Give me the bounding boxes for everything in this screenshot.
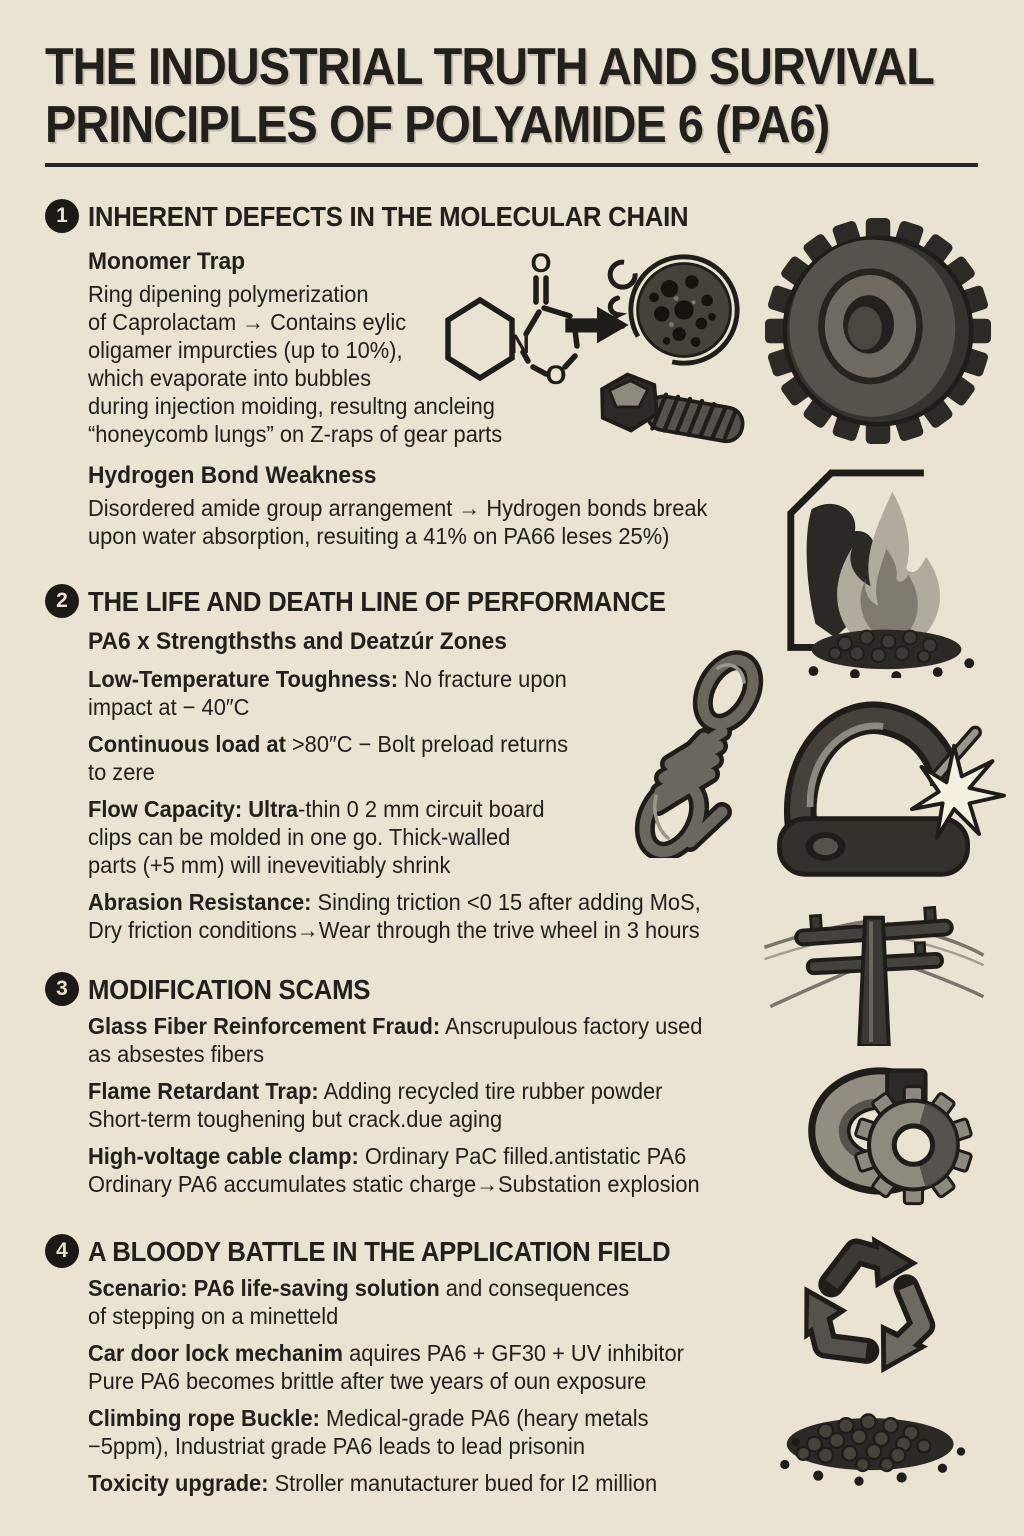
text-line: during injection moiding, resultng ancleing [88,393,495,419]
text-line: High-voltage cable clamp: Ordinary PaC filled.antistatic PA6 [88,1143,687,1169]
atom-label-o-top: O [530,248,552,278]
block-title: PA6 x Strengthsths and Deatzúr Zones [88,628,507,655]
page-title-line1: THE INDUSTRIAL TRUTH AND SURVIVAL [45,38,934,96]
title-divider [45,163,978,167]
text-line: Flow Capacity: Ultra-thin 0 2 mm circuit board [88,796,545,822]
text-line: oligamer impurcties (up to 10%), [88,337,403,363]
text-line: Toxicity upgrade: Stroller manutacturer bued for I2 million [88,1470,658,1496]
text-line: Ordinary PA6 accumulates static charge→Substation explosion [88,1171,700,1197]
text-line: Car door lock mechanim aquires PA6 + GF30 + UV inhibitor [88,1340,684,1366]
block-hydrogen-bond-weakness [88,462,707,550]
text-line: Pure PA6 becomes brittle after twe years of oun exposure [88,1368,647,1394]
text-line: Scenario: PA6 life-saving solution and consequences [88,1275,630,1301]
block-modification-scams [88,1012,702,1198]
text-line: to zere [88,759,155,785]
page-title-line2: PRINCIPLES OF POLYAMIDE 6 (PA6) [45,96,830,155]
text-line: parts (+5 mm) will inevevitiably shrink [88,852,451,878]
block-application-field [88,1274,684,1497]
text-line: upon water absorption, resuiting a 41% on PA66 leses 25%) [88,523,670,549]
block-strengths-death-zones [88,628,701,944]
magnet-and-gear-icon [762,1052,974,1214]
cracked-carabiner-icon [766,692,1006,882]
section-4-number-badge: 4 [45,1234,79,1268]
text-line: Ring dipening polymerization [88,281,369,307]
text-line: Abrasion Resistance: Sinding triction <0 15 after adding MoS, [88,889,701,915]
section-3-heading: MODIFICATION SCAMS [88,974,371,1005]
text-line: of Caprolactam → Contains eylic [88,309,407,335]
section-1-number-badge: 1 [45,199,79,233]
text-line: Flame Retardant Trap: Adding recycled tire rubber powder [88,1078,663,1104]
section-3-number-badge: 3 [45,972,79,1006]
power-line-pole-icon [760,896,988,1046]
text-line: Low-Temperature Toughness: No fracture upon [88,666,567,692]
knotted-rope-icon [626,646,766,858]
hex-bolt-icon [592,366,762,474]
gear-wheel-icon [765,198,991,464]
text-line: Dry friction conditions→Wear through the trive wheel in 3 hours [88,917,700,943]
block-title: Hydrogen Bond Weakness [88,462,377,489]
porous-pellet-disc-icon [626,252,742,368]
burning-pellets-icon [776,466,988,678]
text-line: −5ppm), Industriat grade PA6 leads to lead prisonin [88,1433,585,1459]
text-line: “honeycomb lungs” on Z-raps of gear parts [88,421,503,447]
page-title [45,38,934,154]
text-line: impact at − 40″C [88,694,250,720]
atom-label-o-bottom: O [545,360,567,390]
text-line: Glass Fiber Reinforcement Fraud: Anscrupulous factory used [88,1013,703,1039]
text-line: of stepping on a minetteld [88,1303,339,1329]
text-line: Disordered amide group arrangement → Hydrogen bonds break [88,495,708,521]
plastic-pellet-pile-icon [770,1390,974,1488]
text-line: Short-term toughening but crack.due aging [88,1106,503,1132]
recycling-symbol-icon [786,1230,950,1385]
text-line: Continuous load at >80″C − Bolt preload returns [88,731,569,757]
text-line: clips can be molded in one go. Thick-walled [88,824,511,850]
text-line: which evaporate into bubbles [88,365,372,391]
section-2-heading: THE LIFE AND DEATH LINE OF PERFORMANCE [88,586,666,617]
section-4-heading: A BLOODY BATTLE IN THE APPLICATION FIELD [88,1236,671,1267]
block-title: Monomer Trap [88,248,246,275]
text-line: Climbing rope Buckle: Medical-grade PA6 (heary metals [88,1405,649,1431]
section-2-number-badge: 2 [45,584,79,618]
text-line: as absestes fibers [88,1041,265,1067]
section-1-heading: INHERENT DEFECTS IN THE MOLECULAR CHAIN [88,201,689,232]
right-arrow-icon [562,300,632,350]
atom-label-n: N [510,329,530,359]
